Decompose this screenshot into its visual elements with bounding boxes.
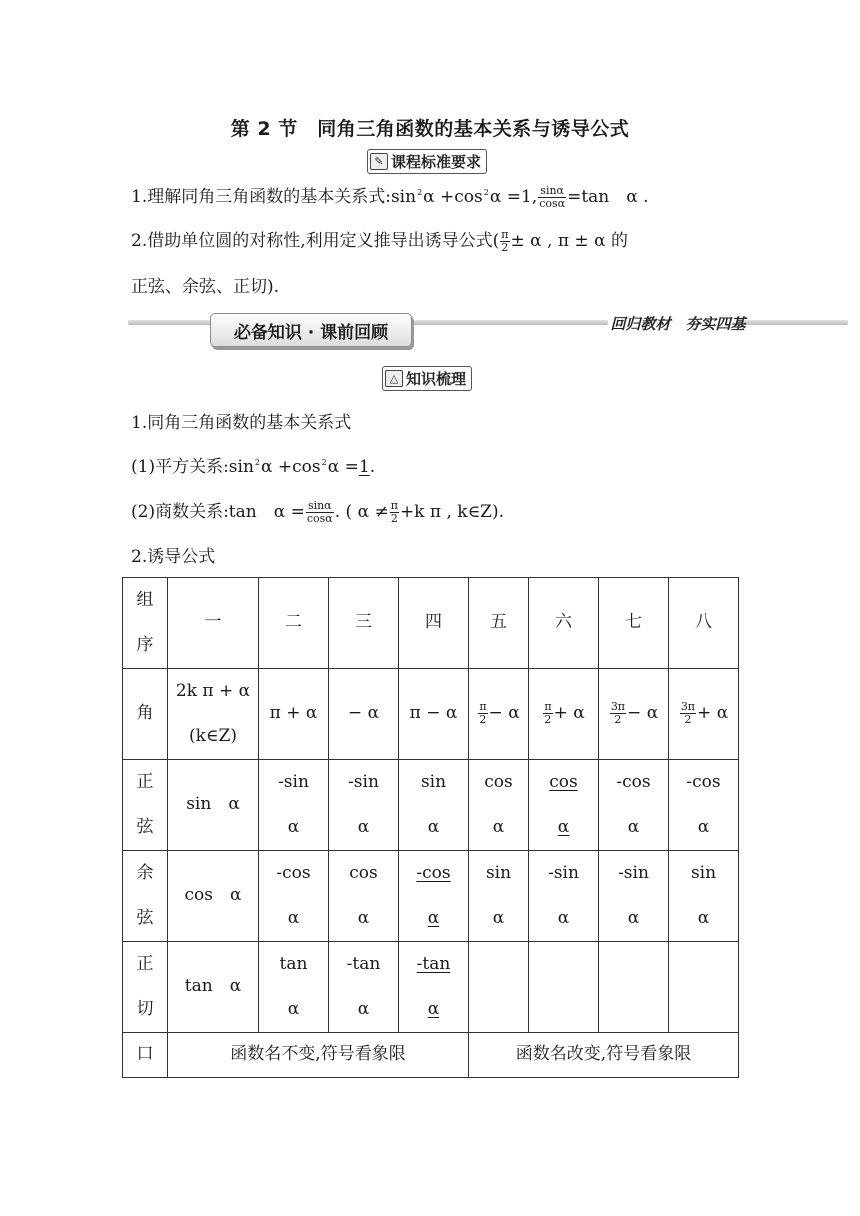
rule-cell-left: 函数名不变,符号看象限 xyxy=(168,1033,469,1078)
requirement-2: 2.借助单位圆的对称性,利用定义推导出诱导公式( $\frac{\pi}{2}$ ± α , π ± α 的 xyxy=(131,228,628,254)
function-cell: tan α xyxy=(168,942,259,1033)
group-cell: 七 xyxy=(599,578,669,669)
value-cell: cos α xyxy=(329,851,399,942)
page-title: 第 2 节 同角三角函数的基本关系与诱导公式 xyxy=(230,118,630,140)
row-label-cell: 余 弦 xyxy=(123,851,168,942)
value-cell: cos α xyxy=(469,760,529,851)
group-cell: 五 xyxy=(469,578,529,669)
table-row xyxy=(123,851,739,942)
chart-icon: ✎ xyxy=(370,153,388,170)
group-cell: 六 xyxy=(529,578,599,669)
value-cell: -tan α xyxy=(399,942,469,1033)
fraction: $\frac{\pi}{2}$ xyxy=(390,499,398,525)
group-cell: 八 xyxy=(669,578,739,669)
empty-cell xyxy=(529,942,599,1033)
knowledge-tag xyxy=(382,366,472,391)
requirement-2-cont: 正弦、余弦、正切). xyxy=(131,277,280,297)
value-cell: -sin α xyxy=(599,851,669,942)
value-cell: -cos α xyxy=(399,851,469,942)
angle-cell: $\frac{3\pi}{2}$ − α xyxy=(599,669,669,760)
table-row xyxy=(123,578,739,669)
value-cell: -sin α xyxy=(529,851,599,942)
section-slogan: 回归教材 夯实四基 xyxy=(610,315,746,333)
angle-cell: $\frac{3\pi}{2}$ + α xyxy=(669,669,739,760)
angle-cell: − α xyxy=(329,669,399,760)
group-cell: 四 xyxy=(399,578,469,669)
rule-cell-right: 函数名改变,符号看象限 xyxy=(469,1033,739,1078)
value-cell: tan α xyxy=(259,942,329,1033)
value-cell: sin α xyxy=(469,851,529,942)
value-cell: cos α xyxy=(529,760,599,851)
requirement-1: 1.理解同角三角函数的基本关系式$:\sin^2\alpha +\cos^2\alpha =1$, $\frac{\sin\alpha}{\cos\alpha}$ =tan α . xyxy=(131,184,649,210)
fraction: $\frac{\pi}{2}$ xyxy=(501,228,509,254)
row-label-cell: 角 xyxy=(123,669,168,760)
function-cell: sin α xyxy=(168,760,259,851)
angle-cell: π − α xyxy=(399,669,469,760)
curriculum-tag-label: 课程标准要求 xyxy=(391,153,482,171)
value-cell: -sin α xyxy=(329,760,399,851)
value-cell: -cos α xyxy=(599,760,669,851)
angle-cell: $\frac{\pi}{2}$ − α xyxy=(469,669,529,760)
compass-icon: △ xyxy=(385,370,403,387)
header-cell: 组 序 xyxy=(123,578,168,669)
value-cell: -cos α xyxy=(259,851,329,942)
row-label-cell: 正 弦 xyxy=(123,760,168,851)
value-cell: sin α xyxy=(399,760,469,851)
empty-cell xyxy=(669,942,739,1033)
angle-cell: π + α xyxy=(259,669,329,760)
knowledge-heading-2: 2.诱导公式 xyxy=(131,547,216,567)
quotient-relation: (2)商数关系:tan α = $\frac{\sin\alpha}{\cos\alpha}$ . ( α ≠ $\frac{\pi}{2}$ +k π , k∈Z). xyxy=(131,499,505,525)
square-relation: (1)平方关系$:\sin^2\alpha +\cos^2\alpha =1$. xyxy=(131,457,376,477)
value-cell: -tan α xyxy=(329,942,399,1033)
value-cell: -cos α xyxy=(669,760,739,851)
section-title: 必备知识 · 课前回顾 xyxy=(210,313,412,347)
answer-blank: 1 xyxy=(358,457,370,477)
empty-cell xyxy=(599,942,669,1033)
fraction: $\frac{\sin\alpha}{\cos\alpha}$ xyxy=(539,184,566,210)
curriculum-tag xyxy=(367,149,487,174)
section-banner xyxy=(128,310,848,350)
row-label-cell: 口 xyxy=(123,1033,168,1078)
angle-cell: $\frac{\pi}{2}$ + α xyxy=(529,669,599,760)
row-label-cell: 正 切 xyxy=(123,942,168,1033)
table-row xyxy=(123,1033,739,1078)
value-cell: -sin α xyxy=(259,760,329,851)
knowledge-heading-1: 1.同角三角函数的基本关系式 xyxy=(131,413,352,433)
table-row xyxy=(123,942,739,1033)
table-row xyxy=(123,760,739,851)
function-cell: cos α xyxy=(168,851,259,942)
knowledge-tag-label: 知识梳理 xyxy=(406,370,467,388)
empty-cell xyxy=(469,942,529,1033)
group-cell: 一 xyxy=(168,578,259,669)
fraction: $\frac{\sin\alpha}{\cos\alpha}$ xyxy=(306,499,333,525)
table-row xyxy=(123,669,739,760)
induction-formula-table xyxy=(122,577,739,1078)
value-cell: sin α xyxy=(669,851,739,942)
angle-cell: 2k π + α (k∈Z) xyxy=(168,669,259,760)
group-cell: 二 xyxy=(259,578,329,669)
group-cell: 三 xyxy=(329,578,399,669)
